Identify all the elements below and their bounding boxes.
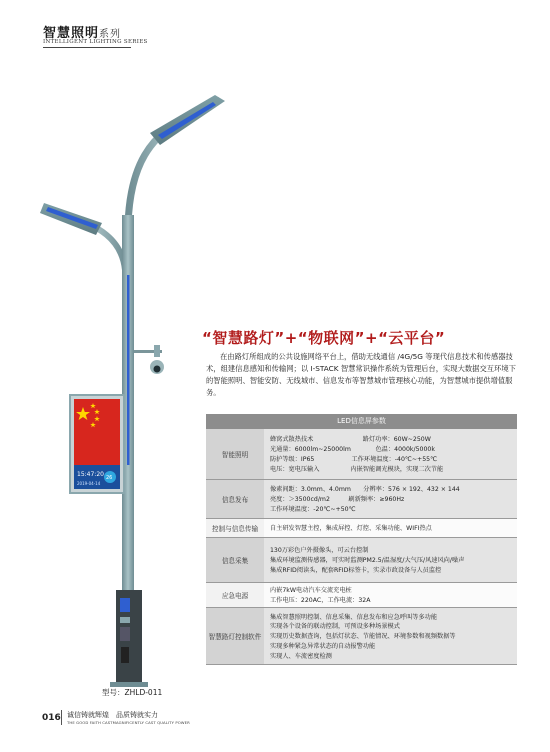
row-value [264,608,517,664]
series-title-suffix: 系列 [99,29,122,40]
pole-base-cabinet [110,590,148,687]
intro-paragraph: 在由路灯所组成的公共设施网络平台上，借助无线通信 /4G/5G 等现代信息技术和传感器技术，组建信息感知和传输网；以 I-STACK 智慧常识操作系统为管理后台，实现大数据交互环境下的智能照明、智能安防、无线城市、信息发布等智慧城市管理核心功能，为智慧城市提供增值服务。 [206,352,516,397]
row-line: 光通量：6000lm~25000lm 色温：4000k/5000k [270,446,435,454]
row-line: 像素间距：3.0mm、4.0mm 分辨率：576 × 192、432 × 144 [270,486,460,494]
pole-led-strip [127,275,130,465]
row-line: 实现人、车流密度检测 [270,652,332,660]
row-line: 集成RFID阅读头，配套RFID标签卡，实录市政设备与人员监控 [270,566,442,574]
row-line: 集成智慧照明控制、信息采集、信息发布和应急呼叫等多功能 [270,613,438,621]
smart-streetlight-illustration [30,95,230,695]
row-line: 实现多种紧急异常状态的自动报警功能 [270,642,376,650]
row-value [264,429,517,479]
table-row [206,583,517,608]
row-line: 亮度：＞3500cd/m2 刷新频率：≥960Hz [270,496,405,504]
series-subtitle: INTELLIGENT LIGHTING SERIES [43,39,148,45]
table-header: LED信息屏参数 [206,414,517,429]
led-screen [70,395,124,493]
row-label: 信息采集 [206,538,264,582]
table-row [206,429,517,480]
row-value [264,538,517,582]
row-line: 实现历史数据查询，包括灯状态、节能情况、环境参数和视频数据等 [270,633,456,641]
header-divider [43,47,131,48]
screen-time: 15:47:20 [77,471,104,478]
row-line: 蜂窝式散热技术 路灯功率：60W~250W [270,436,431,444]
row-value [264,519,517,537]
row-label: 智慧路灯控制软件 [206,608,264,664]
table-row [206,480,517,519]
row-line: 防护等级：IP65 工作环境温度：-40℃~+55℃ [270,456,438,463]
page-number: 016 [42,713,61,723]
model-caption: 型号：ZHLD-011 [102,688,163,697]
series-title-text: 智慧照明 [43,26,100,41]
row-value [264,480,517,518]
row-line: 130万彩色户外摄像头，可云台控制 [270,547,369,555]
row-line: 内嵌7kW电动汽车交流充电桩 [270,587,352,595]
footer-slogan: 诚信铸就辉煌 品质铸就实力 [67,711,158,719]
row-line: 电压：宽电压输入 内嵌智能调光模块，实现二次节能 [270,465,444,473]
row-label: 控制与信息传输 [206,519,264,537]
row-line: 自主研发智慧主控，集成屏控、灯控、采集功能、WIFI热点 [270,525,432,533]
table-row [206,608,517,665]
footer-slogan-en: THE GOOD FAITH CASTMAGNIFICENTLY CAST QUALITY POWER [67,720,190,725]
row-label: 信息发布 [206,480,264,518]
row-line: 工作环境温度：-20℃~+50℃ [270,505,356,513]
table-row [206,519,517,538]
upper-lamp-head [150,95,225,145]
table-row [206,538,517,583]
row-line: 工作电压：220AC，工作电流：32A [270,597,371,604]
screen-temp: 26 [106,475,113,481]
footer-divider [61,710,62,725]
screen-date: 2019-04-14 [77,481,101,486]
row-label: 智能照明 [206,429,264,479]
row-label: 应急电源 [206,583,264,607]
row-line: 集成环境监测传感器，可实时监测PM2.5/温湿度/大气压/风速风向/噪声 [270,557,465,565]
upper-arm [128,100,220,225]
headline: “智慧路灯”+“物联网”+“云平台” [202,329,446,347]
camera [134,345,164,374]
lower-lamp-head [40,203,102,235]
row-line: 实现各个设备的联动控制，可预设多种场景模式 [270,623,400,631]
row-value [264,583,517,607]
